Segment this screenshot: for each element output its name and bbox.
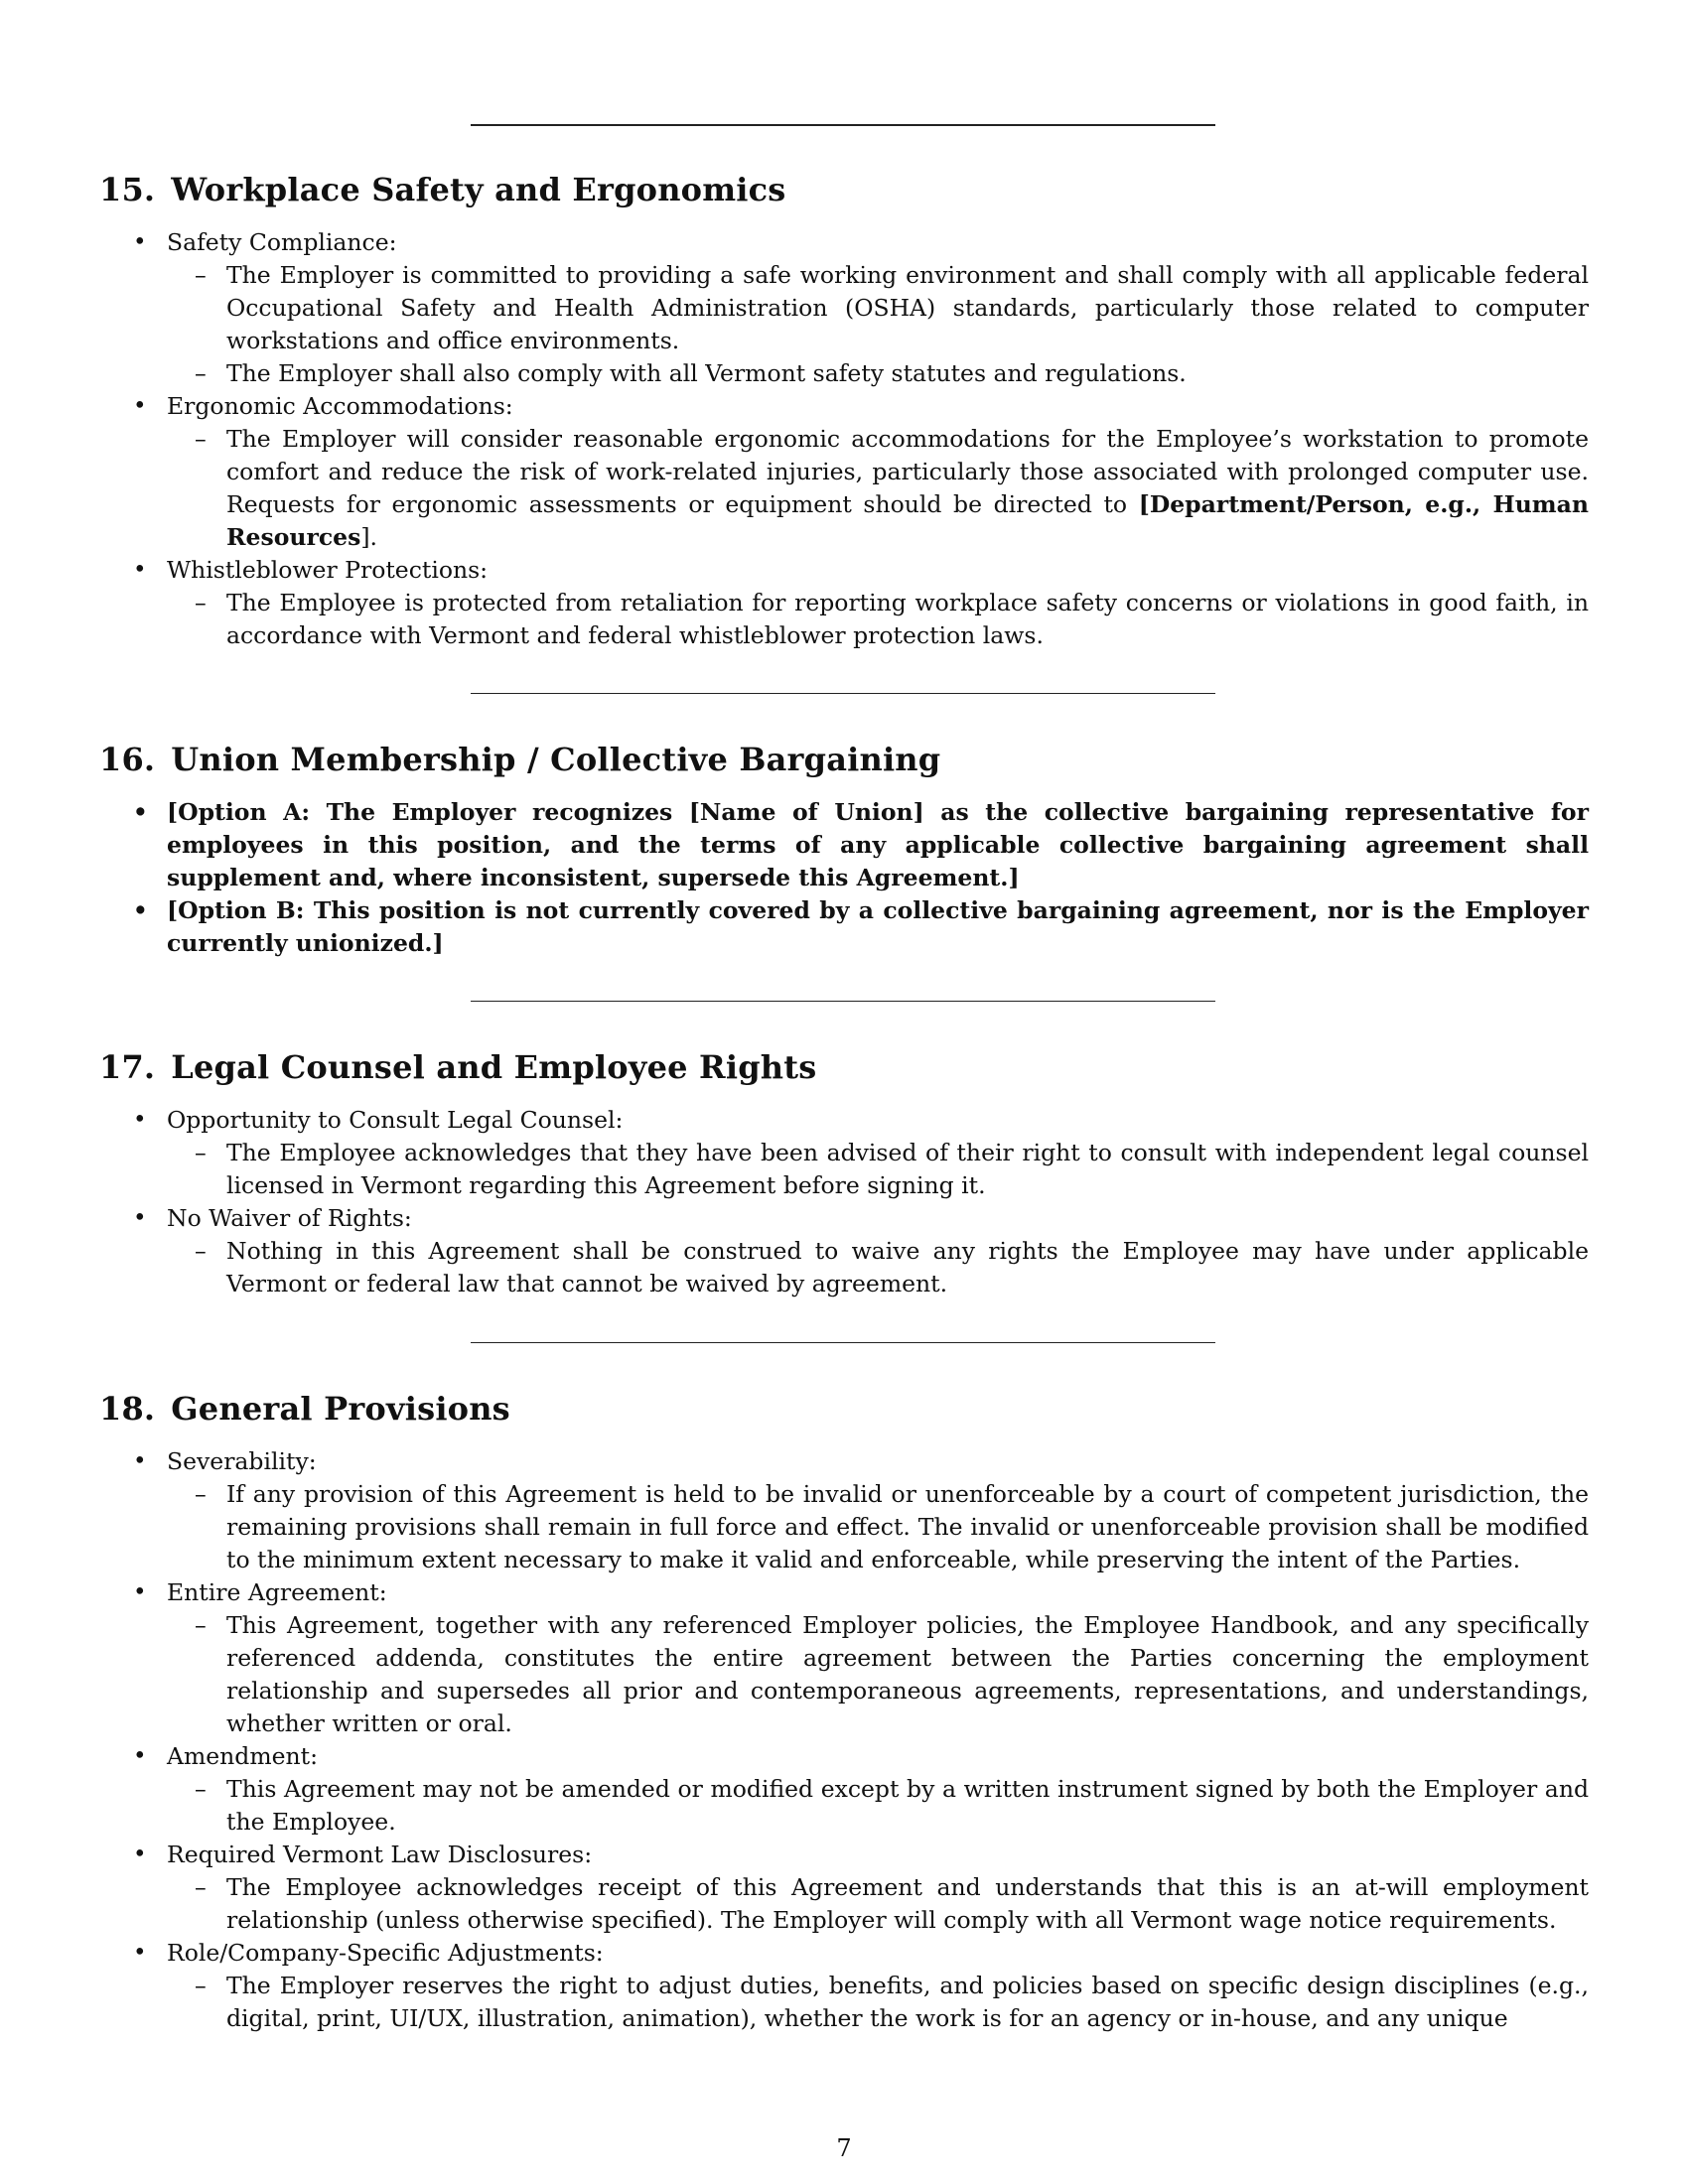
item-label: Safety Compliance: (167, 228, 397, 256)
section-title: Legal Counsel and Employee Rights (171, 1048, 817, 1086)
dash-icon: – (195, 359, 207, 387)
bullet-icon: • (133, 229, 147, 255)
section-title: General Provisions (171, 1390, 510, 1428)
bullet-icon: • (133, 393, 147, 419)
bullet-icon: • (133, 1107, 147, 1133)
section-title: Workplace Safety and Ergonomics (171, 171, 786, 208)
section-17-body (99, 1104, 1589, 1300)
dash-icon: – (195, 1139, 207, 1166)
dash-icon: – (195, 261, 207, 289)
sub-item-text: ]. (360, 523, 377, 551)
placeholder-text: [Department/Person, e.g., Human Resources (226, 490, 1589, 551)
dash-icon: – (195, 1775, 207, 1803)
sub-item (195, 357, 1589, 390)
document-page (99, 0, 1589, 2184)
sub-item-text: The Employee acknowledges receipt of this Agreement and understands that this is an at-will employment relationship (unless otherwise specified). The Employer will comply with all Vermont wage notice requirements. (226, 1873, 1589, 1934)
bullet-icon: • (133, 1940, 147, 1966)
sub-item (195, 1871, 1589, 1937)
dash-icon: – (195, 425, 207, 453)
bullet-icon: • (133, 1842, 147, 1867)
section-number: 15. (99, 171, 156, 208)
section-number: 18. (99, 1390, 156, 1428)
section-divider (471, 1342, 1215, 1343)
list-item (99, 1202, 1589, 1235)
bullet-icon: • (133, 557, 147, 583)
sub-item-text: The Employer is committed to providing a safe working environment and shall comply with all applicable federal Occupational Safety and Health Administration (OSHA) standards, particularly those related to computer workstations and office environments. (226, 261, 1589, 354)
bullet-icon: • (133, 799, 148, 826)
section-divider (471, 693, 1215, 694)
bullet-icon: • (133, 1579, 147, 1605)
list-item (99, 554, 1589, 587)
bullet-icon: • (133, 1205, 147, 1231)
sub-item-text: The Employee is protected from retaliation for reporting workplace safety concerns or violations in good faith, in accordance with Vermont and federal whistleblower protection laws. (226, 589, 1589, 649)
list-item (99, 1104, 1589, 1137)
sub-item (195, 1970, 1589, 2035)
sub-item (195, 423, 1589, 554)
list-item (99, 1839, 1589, 1871)
sub-item (195, 1609, 1589, 1740)
section-18-heading (99, 1390, 510, 1428)
page-number: 7 (836, 2134, 852, 2162)
sub-item-text: Nothing in this Agreement shall be construed to waive any rights the Employee may have under applicable Vermont or federal law that cannot be waived by agreement. (226, 1237, 1589, 1297)
sub-item (195, 259, 1589, 357)
option-text: [Option A: The Employer recognizes [Name of Union] as the collective bargaining representative for employees in this position, and the terms of any applicable collective bargaining agreement shall supplement and, where inconsistent, supersede this Agreement.] (167, 798, 1589, 891)
option-text: [Option B: This position is not currently covered by a collective bargaining agreement, nor is the Employer currently unionized.] (167, 896, 1589, 957)
sub-item-text: The Employer shall also comply with all Vermont safety statutes and regulations. (226, 359, 1187, 387)
sub-item-text: If any provision of this Agreement is held to be invalid or unenforceable by a court of competent jurisdiction, the remaining provisions shall remain in full force and effect. The invalid or unenforceable provision shall be modified to the minimum extent necessary to make it valid and enforceable, while preserving the intent of the Parties. (226, 1480, 1589, 1573)
item-label: Severability: (167, 1447, 317, 1475)
item-label: Entire Agreement: (167, 1578, 387, 1606)
sub-item-text: The Employer reserves the right to adjust duties, benefits, and policies based on specific design disciplines (e.g., digital, print, UI/UX, illustration, animation), whether the work is for an agency or in-house, and any unique (226, 1972, 1589, 2032)
list-item (99, 1740, 1589, 1773)
item-label: Required Vermont Law Disclosures: (167, 1841, 593, 1868)
section-17-heading (99, 1048, 816, 1086)
bullet-icon: • (133, 1448, 147, 1474)
item-label: Amendment: (167, 1742, 319, 1770)
item-label: Ergonomic Accommodations: (167, 392, 513, 420)
item-label: Whistleblower Protections: (167, 556, 489, 584)
bullet-icon: • (133, 1743, 147, 1769)
section-number: 17. (99, 1048, 156, 1086)
item-label: Opportunity to Consult Legal Counsel: (167, 1106, 624, 1134)
dash-icon: – (195, 1972, 207, 1999)
section-16-heading (99, 741, 940, 778)
list-item (99, 796, 1589, 894)
list-item (99, 1445, 1589, 1478)
sub-item-text: The Employer will consider reasonable ergonomic accommodations for the Employee’s workstation to promote comfort and reduce the risk of work-related injuries, particularly those associated with prolonged computer use. Requests for ergonomic assessments or equipment should be directed to (226, 425, 1589, 518)
sub-item-text: The Employee acknowledges that they have been advised of their right to consult with independent legal counsel licensed in Vermont regarding this Agreement before signing it. (226, 1139, 1589, 1199)
section-divider (471, 1001, 1215, 1002)
list-item (99, 1576, 1589, 1609)
sub-item (195, 1773, 1589, 1839)
section-15-heading (99, 171, 786, 208)
dash-icon: – (195, 1611, 207, 1639)
dash-icon: – (195, 589, 207, 616)
bullet-icon: • (133, 897, 148, 924)
sub-item-text: This Agreement, together with any referenced Employer policies, the Employee Handbook, and any specifically referenced addenda, constitutes the entire agreement between the Parties concerning the employment relationship and supersedes all prior and contemporaneous agreements, representations, and understandings, whether written or oral. (226, 1611, 1589, 1737)
dash-icon: – (195, 1480, 207, 1508)
sub-item (195, 1478, 1589, 1576)
list-item (99, 894, 1589, 960)
section-18-body (99, 1445, 1589, 2035)
dash-icon: – (195, 1873, 207, 1901)
sub-item-text: This Agreement may not be amended or modified except by a written instrument signed by both the Employer and the Employee. (226, 1775, 1589, 1836)
item-label: No Waiver of Rights: (167, 1204, 412, 1232)
section-16-body (99, 796, 1589, 960)
list-item (99, 226, 1589, 259)
dash-icon: – (195, 1237, 207, 1265)
list-item (99, 1937, 1589, 1970)
item-label: Role/Company-Specific Adjustments: (167, 1939, 604, 1967)
section-number: 16. (99, 741, 156, 778)
section-15-body (99, 226, 1589, 652)
list-item (99, 390, 1589, 423)
sub-item (195, 587, 1589, 652)
sub-item (195, 1235, 1589, 1300)
sub-item (195, 1137, 1589, 1202)
section-title: Union Membership / Collective Bargaining (171, 741, 941, 778)
section-divider (471, 124, 1215, 126)
